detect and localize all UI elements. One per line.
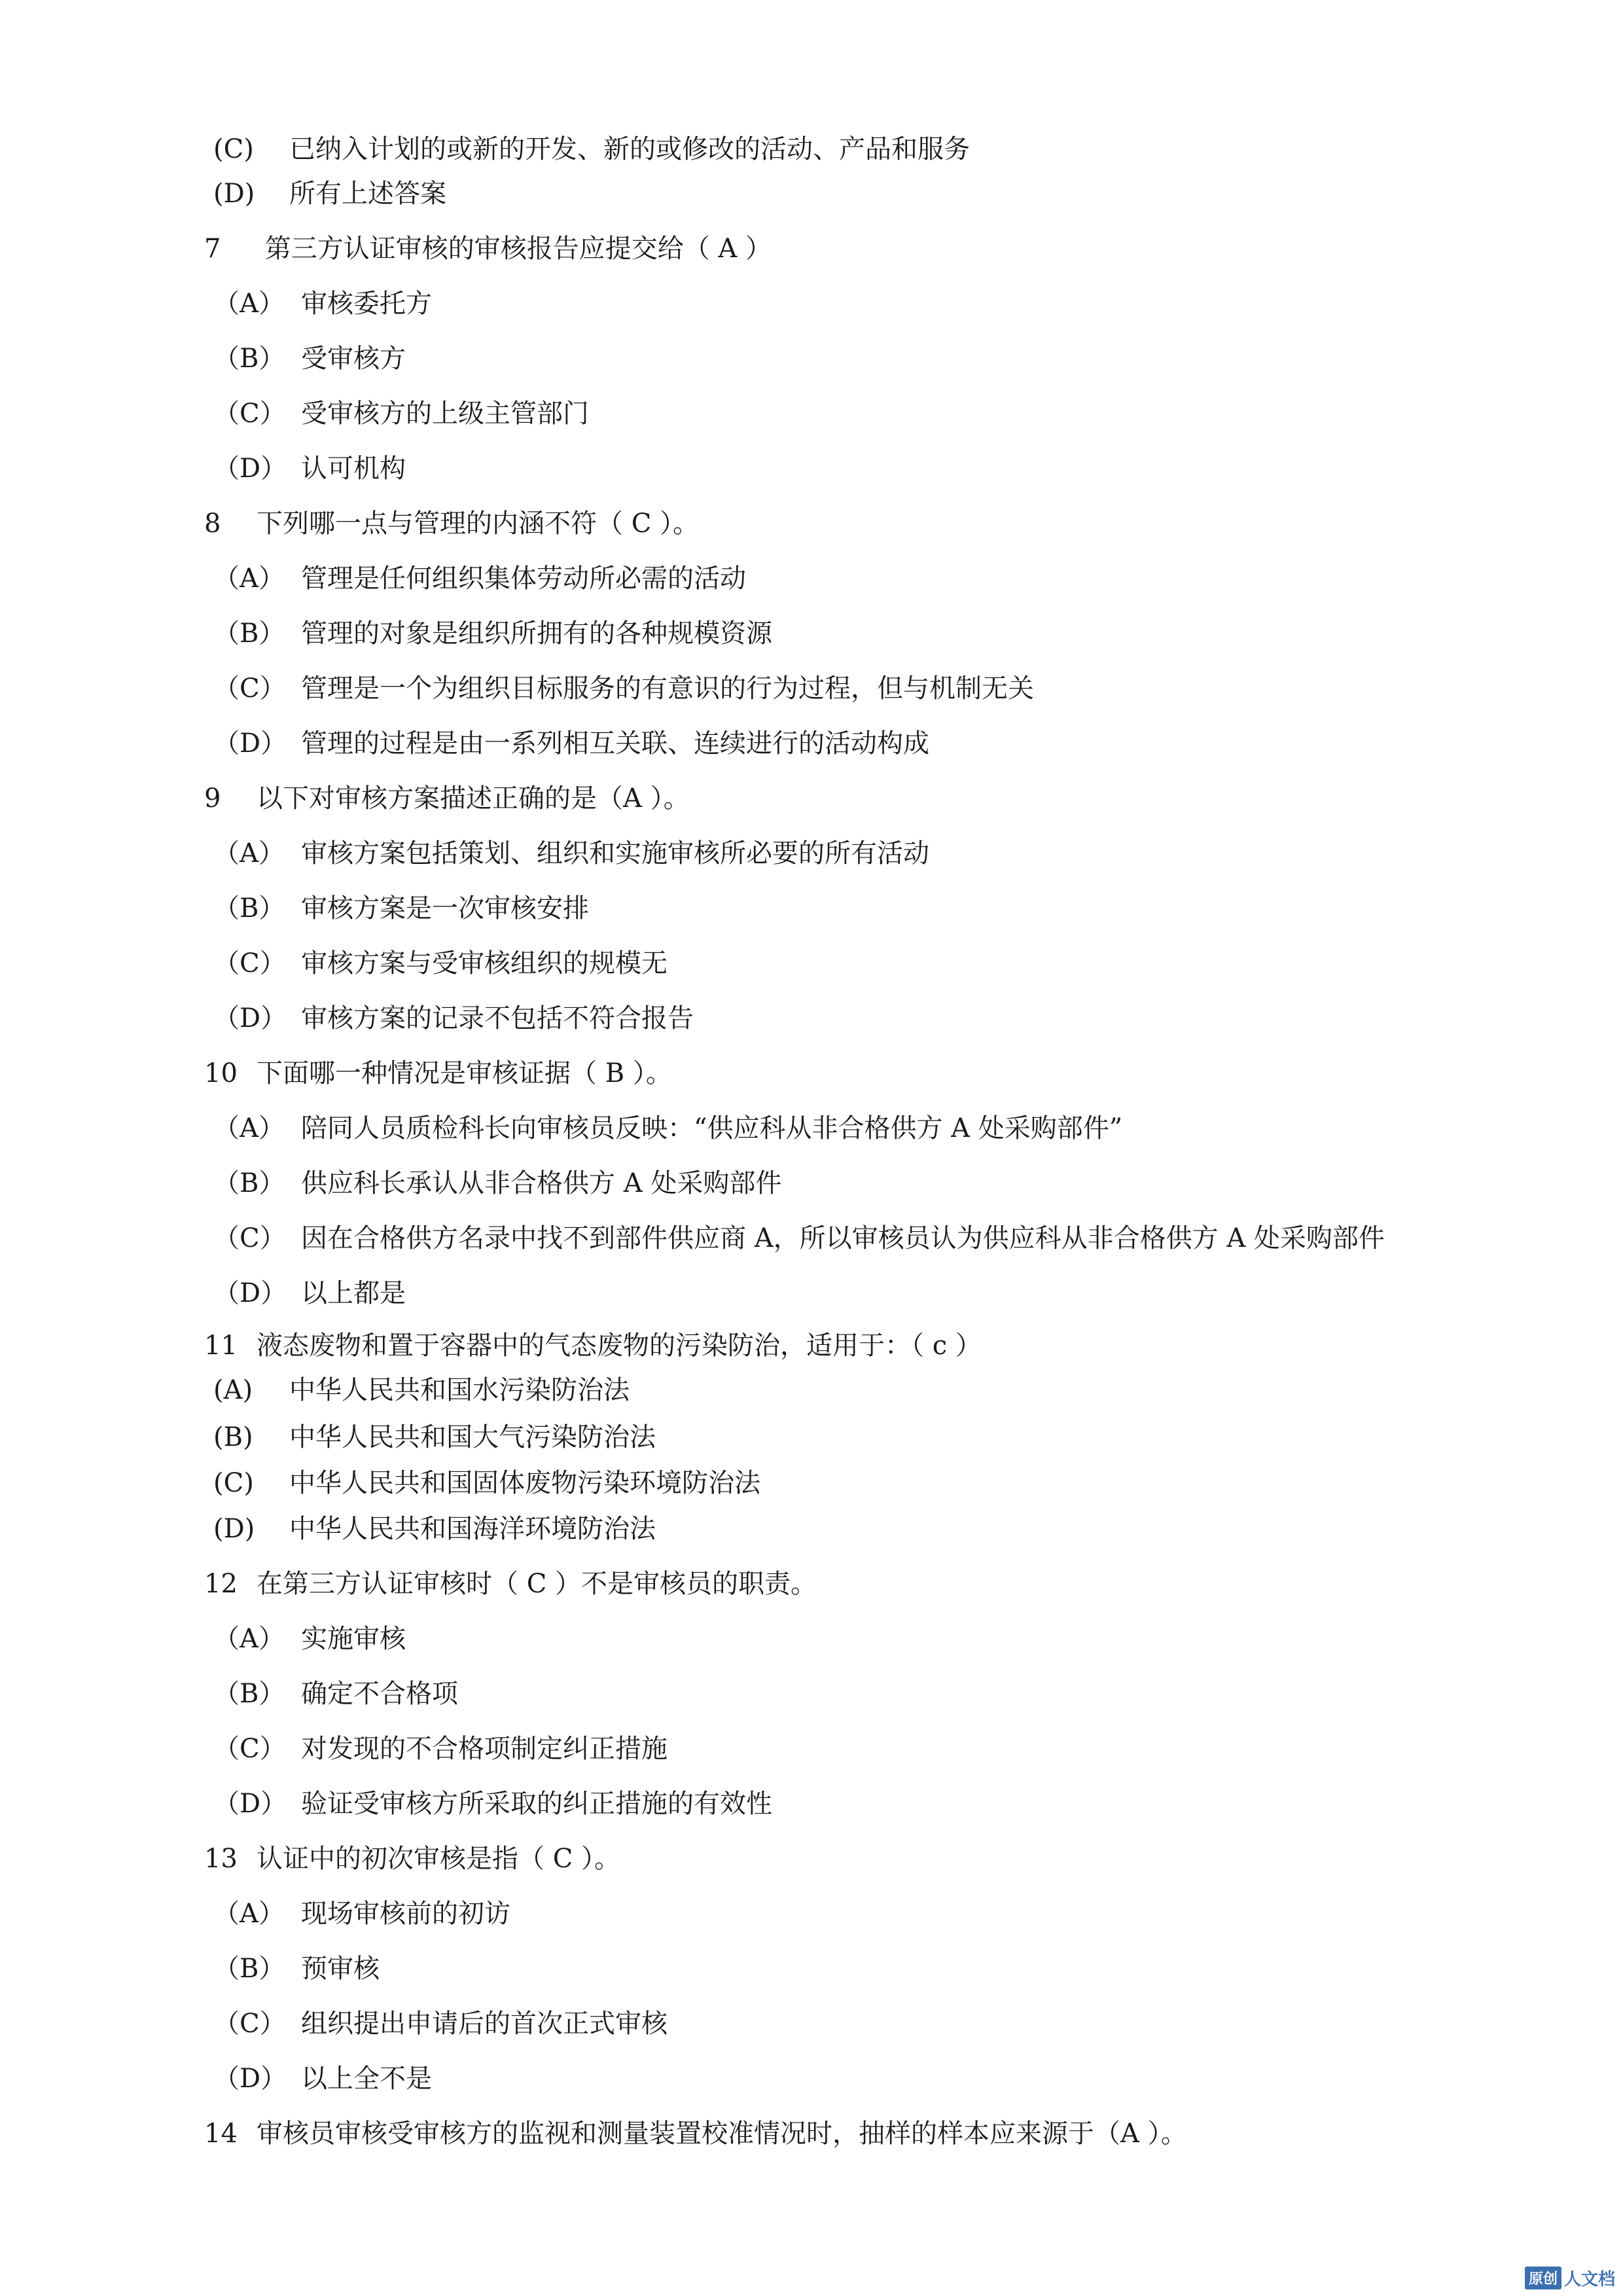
question-line	[204, 1840, 620, 1877]
option-text: 审核委托方	[301, 289, 432, 319]
question-text: 认证中的初次审核是指（ C ）。	[257, 1844, 621, 1874]
option-line	[213, 890, 589, 927]
option-text: 确定不合格项	[301, 1679, 458, 1709]
watermark-box: 原创	[1525, 2267, 1561, 2289]
question-line	[204, 1327, 982, 1364]
option-text: 中华人民共和国水污染防治法	[289, 1375, 630, 1405]
option-label: （A）	[213, 1113, 285, 1143]
option-label: （A）	[213, 1624, 285, 1654]
option-label: （B）	[213, 344, 285, 374]
question-number: 11	[204, 1331, 238, 1361]
question-line	[204, 1566, 817, 1602]
option-text: 以上全不是	[301, 2064, 432, 2094]
question-line	[204, 505, 699, 542]
question-number: 14	[204, 2119, 238, 2149]
option-line	[213, 1000, 694, 1037]
option-line	[213, 285, 432, 322]
option-label: （D）	[213, 1003, 287, 1033]
option-label: （A）	[213, 1899, 285, 1929]
option-text: 预审核	[301, 1954, 380, 1984]
option-text: 审核方案的记录不包括不符合报告	[301, 1003, 694, 1033]
option-label: (C)	[213, 134, 254, 164]
option-label: （D）	[213, 728, 287, 759]
option-line	[213, 835, 929, 872]
option-text: 供应科长承认从非合格供方 A 处采购部件	[301, 1168, 782, 1198]
option-label: （C）	[213, 948, 286, 978]
question-number: 12	[204, 1569, 238, 1599]
question-number: 9	[204, 783, 221, 814]
option-label: （A）	[213, 838, 285, 869]
option-line	[213, 560, 746, 597]
option-line	[213, 1511, 656, 1547]
option-line	[213, 175, 446, 212]
option-text: 已纳入计划的或新的开发、新的或修改的活动、产品和服务	[289, 134, 970, 164]
option-label: （B）	[213, 1168, 285, 1198]
option-label: （A）	[213, 564, 285, 594]
option-line	[213, 1676, 458, 1712]
question-line	[204, 1055, 672, 1092]
option-text: 认可机构	[301, 454, 406, 484]
question-text: 第三方认证审核的审核报告应提交给（ A ）	[257, 234, 772, 264]
watermark-text: 人文档	[1563, 2269, 1615, 2289]
option-label: （C）	[213, 2009, 286, 2039]
option-text: 受审核方的上级主管部门	[301, 399, 589, 429]
option-label: （C）	[213, 673, 286, 704]
option-text: 审核方案与受审核组织的规模无	[301, 948, 668, 978]
option-text: 实施审核	[301, 1624, 406, 1654]
question-text: 审核员审核受审核方的监视和测量装置校准情况时，抽样的样本应来源于（A ）。	[257, 2119, 1187, 2149]
option-line	[213, 1110, 1122, 1147]
option-line	[213, 1621, 406, 1657]
question-line	[204, 2115, 1187, 2152]
question-line	[204, 230, 772, 267]
option-line	[213, 2005, 668, 2042]
option-label: （D）	[213, 2064, 287, 2094]
option-line	[213, 1275, 406, 1312]
question-number: 7	[204, 234, 221, 264]
option-text: 管理是任何组织集体劳动所必需的活动	[301, 564, 746, 594]
option-line	[213, 1372, 630, 1408]
question-number: 8	[204, 509, 221, 539]
option-text: 验证受审核方所采取的纠正措施的有效性	[301, 1789, 772, 1819]
option-text: 对发现的不合格项制定纠正措施	[301, 1734, 668, 1764]
question-line	[204, 780, 690, 817]
option-line	[213, 1165, 781, 1202]
option-text: 管理的对象是组织所拥有的各种规模资源	[301, 619, 772, 649]
option-line	[213, 1220, 1385, 1257]
option-label: （B）	[213, 893, 285, 924]
option-label: （B）	[213, 619, 285, 649]
question-number: 13	[204, 1844, 238, 1874]
option-text: 陪同人员质检科长向审核员反映：“供应科从非合格供方 A 处采购部件”	[301, 1113, 1123, 1143]
option-line	[213, 340, 406, 377]
option-text: 受审核方	[301, 344, 406, 374]
option-label: (B)	[213, 1422, 253, 1452]
option-line	[213, 670, 1034, 707]
option-label: （D）	[213, 1278, 287, 1308]
question-text: 以下对审核方案描述正确的是（A ）。	[257, 783, 690, 814]
option-label: （B）	[213, 1679, 285, 1709]
option-line	[213, 1895, 510, 1932]
option-line	[213, 615, 772, 652]
option-line	[213, 1785, 772, 1822]
option-text: 中华人民共和国大气污染防治法	[289, 1422, 656, 1452]
option-text: 审核方案包括策划、组织和实施审核所必要的所有活动	[301, 838, 929, 869]
option-line	[213, 1465, 760, 1501]
option-label: （D）	[213, 1789, 287, 1819]
option-text: 审核方案是一次审核安排	[301, 893, 589, 924]
option-label: (C)	[213, 1468, 254, 1498]
question-text: 下面哪一种情况是审核证据（ B ）。	[257, 1058, 672, 1088]
option-label: （B）	[213, 1954, 285, 1984]
option-line	[213, 395, 589, 432]
option-line	[213, 1731, 668, 1767]
option-label: （A）	[213, 289, 285, 319]
option-label: （C）	[213, 399, 286, 429]
option-label: (D)	[213, 1514, 255, 1544]
option-line	[213, 450, 406, 487]
question-number: 10	[204, 1058, 238, 1088]
option-label: (D)	[213, 179, 255, 209]
option-text: 现场审核前的初访	[301, 1899, 510, 1929]
option-line	[213, 725, 929, 762]
option-line	[213, 945, 668, 982]
watermark-logo	[1525, 2265, 1615, 2291]
option-line	[213, 2060, 432, 2097]
option-label: (A)	[213, 1375, 253, 1405]
option-text: 管理是一个为组织目标服务的有意识的行为过程，但与机制无关	[301, 673, 1034, 704]
question-text: 下列哪一点与管理的内涵不符（ C ）。	[257, 509, 700, 539]
option-line	[213, 131, 970, 168]
option-text: 以上都是	[301, 1278, 406, 1308]
option-text: 组织提出申请后的首次正式审核	[301, 2009, 668, 2039]
option-text: 所有上述答案	[289, 179, 446, 209]
option-label: （C）	[213, 1223, 286, 1253]
option-line	[213, 1419, 656, 1456]
option-text: 因在合格供方名录中找不到部件供应商 A，所以审核员认为供应科从非合格供方 A 处采购部件	[301, 1223, 1385, 1253]
option-text: 中华人民共和国固体废物污染环境防治法	[289, 1468, 760, 1498]
question-text: 在第三方认证审核时（ C ）不是审核员的职责。	[257, 1569, 817, 1599]
option-label: （C）	[213, 1734, 286, 1764]
option-text: 管理的过程是由一系列相互关联、连续进行的活动构成	[301, 728, 929, 759]
option-line	[213, 1950, 380, 1987]
question-text: 液态废物和置于容器中的气态废物的污染防治，适用于：（ c ）	[257, 1331, 982, 1361]
option-label: （D）	[213, 454, 287, 484]
option-text: 中华人民共和国海洋环境防治法	[289, 1514, 656, 1544]
